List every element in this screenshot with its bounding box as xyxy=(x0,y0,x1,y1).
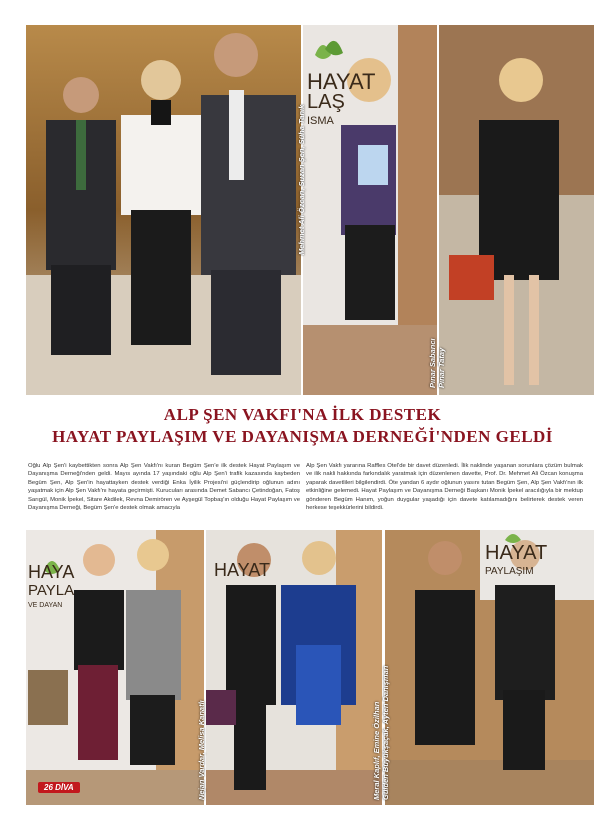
headline-line-2: HAYAT PAYLAŞIM VE DAYANIŞMA DERNEĞİ'NDEN GELDİ xyxy=(52,427,553,446)
article-paragraph-2: Alp Şen Vakfı yararına Raffles Otel'de bir davet düzenledi. İlik naklinde yaşanan sorunlara çözüm bulmak ve ilik nakli hakkında farkındalık yaratmak için düzenlenen davette, Prof. Dr. Mehmet Ali Özcan konuşma yaparak davetlileri bilgilendirdi. Öte yandan 6 aydır oğlunun yasını tutan Begüm Şen, Alp Şen Vakfı'nın ilk etkinliğine gelemedi. Hayat Paylaşım ve Dayanışma Derneği Başkanı Monik İpekel aracılığıyla bir mektup gönderen Begüm Hanım, yoğun duygular yaşadığı için davete katılamadığını belirterek destek veren herkese teşekkürlerini bildirdi. xyxy=(306,463,583,512)
photo-group-three-people xyxy=(26,25,301,395)
logo-text-ve-dayan: VE DAYAN xyxy=(28,602,63,609)
article-column-2 xyxy=(306,462,583,512)
photo-two-women-middle xyxy=(206,530,382,805)
article-paragraph-1: Oğlu Alp Şen'i kaybettikten sonra Alp Şen Vakfı'nı kuran Begüm Şen'e ilk destek Hayat Paylaşım ve Dayanışma Derneği'nden geldi. Mayıs ayında 17 yaşındaki oğlu Alp Şen'i trafik kazasında kaybeden Begüm Şen, Alp Şen'in hayattayken destek verdiği Enka İyilik Projesi'ni güçlendirip oğlunun adını yaşatmak için Alp Şen Vakfı'nı hayata geçirmişti. Kurucuları arasında Demet Sabancı Çetindoğan, Fatoş Sarıgül, Monik İpekel, Sitare Akdilek, Revna Demirören ve Ayşegül Topbaş'ın olduğu Hayat Paylaşım ve Dayanışma Derneği, Begüm Şen'e destek olmak amacıyla xyxy=(28,463,300,512)
caption-photo-5: Meral Kaplıf, Emine Özilhan Gülden Büyükşaçak, Ayten Danışman xyxy=(372,665,390,800)
headline-line-1: ALP ŞEN VAKFI'NA İLK DESTEK xyxy=(163,405,442,424)
caption-photo-1: Mehmet Ali Özcan, Suzan Şen, Süha Tanık xyxy=(297,104,306,255)
logo-text-hayat-middle: HAYAT xyxy=(214,560,271,580)
article-column-1 xyxy=(28,462,300,512)
logo-text-hayat: HAYAT xyxy=(307,69,376,94)
logo-text-haya: HAYA xyxy=(28,562,75,582)
page-number-badge: 26 DİVA xyxy=(38,782,80,793)
photo-two-women-left xyxy=(26,530,204,805)
logo-text-payla: PAYLA xyxy=(28,582,75,599)
photo-woman-with-red-bag xyxy=(439,25,594,395)
photo-woman-at-logo-backdrop xyxy=(303,25,437,395)
photo-two-women-right xyxy=(385,530,594,805)
logo-text-las: LAŞ xyxy=(307,91,345,113)
caption-photo-4: Nejan Vardar, Melisa Kanatlı xyxy=(197,700,206,800)
logo-text-isma: ISMA xyxy=(307,115,334,127)
logo-text-paylasim-right: PAYLAŞIM xyxy=(485,566,534,577)
logo-text-hayat-right: HAYAT xyxy=(485,542,548,564)
caption-photo-2: Pınar Sabancı Pınar Tatay xyxy=(428,338,446,388)
